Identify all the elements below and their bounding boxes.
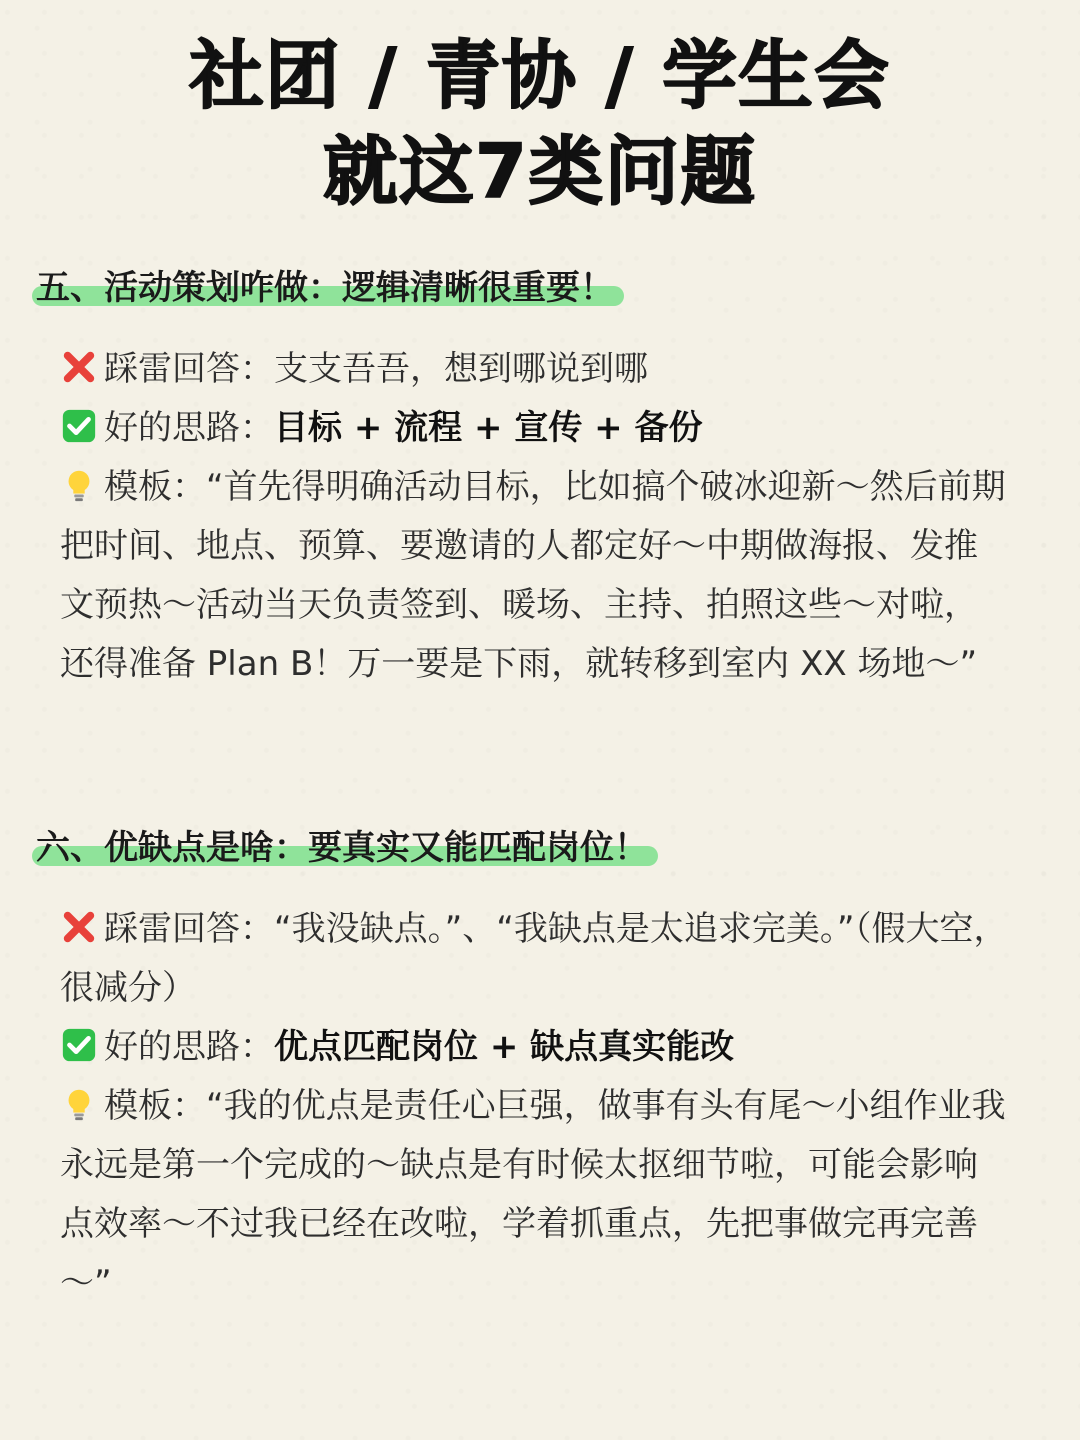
title-line-2: 就这7类问题 bbox=[323, 129, 757, 215]
section-6-good-idea bbox=[60, 1018, 1020, 1076]
good-label: 好的思路： bbox=[104, 1027, 274, 1067]
bad-label: 踩雷回答： bbox=[104, 909, 274, 949]
section-5-heading: 五、活动策划咋做：逻辑清晰很重要！ bbox=[36, 266, 614, 310]
title-line-1: 社团 / 青协 / 学生会 bbox=[189, 33, 891, 119]
template-label: 模板： bbox=[104, 467, 206, 507]
check-box-icon bbox=[60, 1026, 98, 1064]
good-label: 好的思路： bbox=[104, 408, 274, 448]
light-bulb-icon bbox=[60, 1085, 98, 1123]
section-6-template bbox=[60, 1077, 1010, 1313]
light-bulb-icon bbox=[60, 466, 98, 504]
good-text: 优点匹配岗位 + 缺点真实能改 bbox=[274, 1027, 735, 1067]
section-5-good-idea bbox=[60, 399, 1020, 457]
cross-mark-icon bbox=[60, 908, 98, 946]
section-5-bad-answer bbox=[60, 340, 1020, 398]
template-text: “首先得明确活动目标，比如搞个破冰迎新～然后前期把时间、地点、预算、要邀请的人都定好～中期做海报、发推文预热～活动当天负责签到、暖场、主持、拍照这些～对啦，还得准备 Plan B！万一要是下雨，就转移到室内 XX 场地～” bbox=[60, 467, 1006, 684]
template-label: 模板： bbox=[104, 1086, 206, 1126]
template-text: “我的优点是责任心巨强，做事有头有尾～小组作业我永远是第一个完成的～缺点是有时候太抠细节啦，可能会影响点效率～不过我已经在改啦，学着抓重点，先把事做完再完善～” bbox=[60, 1086, 1006, 1303]
bad-text: 支支吾吾，想到哪说到哪 bbox=[274, 349, 648, 389]
section-6-bad-answer bbox=[60, 900, 1010, 1018]
check-box-icon bbox=[60, 407, 98, 445]
section-6-heading: 六、优缺点是啥：要真实又能匹配岗位！ bbox=[36, 826, 648, 870]
section-5-template bbox=[60, 458, 1010, 694]
bad-label: 踩雷回答： bbox=[104, 349, 274, 389]
cross-mark-icon bbox=[60, 348, 98, 386]
good-text: 目标 + 流程 + 宣传 + 备份 bbox=[274, 408, 703, 448]
bad-text: “我没缺点。”、“我缺点是太追求完美。”（假大空，很减分） bbox=[60, 909, 1008, 1008]
